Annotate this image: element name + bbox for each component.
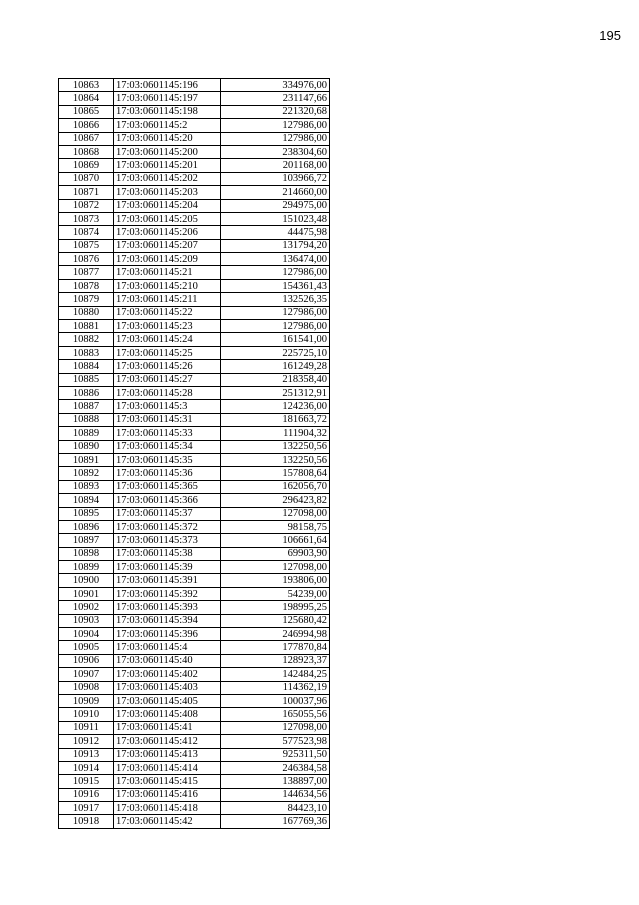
table-row — [59, 306, 330, 319]
cadastral-value-cell: 103966,72 — [221, 172, 330, 185]
cadastral-value-cell: 44475,98 — [221, 226, 330, 239]
table-row — [59, 79, 330, 92]
row-number-cell: 10884 — [59, 360, 114, 373]
table-row — [59, 641, 330, 654]
cadastral-value-cell: 177870,84 — [221, 641, 330, 654]
table-row — [59, 721, 330, 734]
cadastral-number-cell: 17:03:0601145:2 — [114, 119, 221, 132]
row-number-cell: 10871 — [59, 186, 114, 199]
table-row — [59, 761, 330, 774]
cadastral-number-cell: 17:03:0601145:196 — [114, 79, 221, 92]
table-row — [59, 668, 330, 681]
table-row — [59, 159, 330, 172]
cadastral-value-cell: 157808,64 — [221, 467, 330, 480]
cadastral-number-cell: 17:03:0601145:416 — [114, 788, 221, 801]
table-row — [59, 453, 330, 466]
cadastral-number-cell: 17:03:0601145:202 — [114, 172, 221, 185]
cadastral-value-cell: 136474,00 — [221, 253, 330, 266]
row-number-cell: 10905 — [59, 641, 114, 654]
cadastral-value-cell: 127098,00 — [221, 507, 330, 520]
cadastral-value-cell: 181663,72 — [221, 413, 330, 426]
cadastral-number-cell: 17:03:0601145:372 — [114, 520, 221, 533]
cadastral-number-cell: 17:03:0601145:207 — [114, 239, 221, 252]
page-number: 195 — [599, 28, 621, 43]
table-row — [59, 293, 330, 306]
row-number-cell: 10874 — [59, 226, 114, 239]
row-number-cell: 10903 — [59, 614, 114, 627]
table-row — [59, 413, 330, 426]
cadastral-value-cell: 151023,48 — [221, 212, 330, 225]
row-number-cell: 10913 — [59, 748, 114, 761]
cadastral-number-cell: 17:03:0601145:403 — [114, 681, 221, 694]
cadastral-value-cell: 577523,98 — [221, 735, 330, 748]
row-number-cell: 10875 — [59, 239, 114, 252]
row-number-cell: 10895 — [59, 507, 114, 520]
cadastral-number-cell: 17:03:0601145:393 — [114, 601, 221, 614]
cadastral-value-cell: 251312,91 — [221, 386, 330, 399]
table-row — [59, 681, 330, 694]
row-number-cell: 10908 — [59, 681, 114, 694]
cadastral-number-cell: 17:03:0601145:42 — [114, 815, 221, 828]
cadastral-value-cell: 165055,56 — [221, 708, 330, 721]
cadastral-number-cell: 17:03:0601145:22 — [114, 306, 221, 319]
cadastral-number-cell: 17:03:0601145:366 — [114, 494, 221, 507]
cadastral-number-cell: 17:03:0601145:201 — [114, 159, 221, 172]
row-number-cell: 10876 — [59, 253, 114, 266]
table-row — [59, 735, 330, 748]
cadastral-value-table — [58, 78, 330, 829]
cadastral-number-cell: 17:03:0601145:405 — [114, 694, 221, 707]
table-row — [59, 467, 330, 480]
cadastral-value-cell: 214660,00 — [221, 186, 330, 199]
cadastral-value-cell: 231147,66 — [221, 92, 330, 105]
cadastral-number-cell: 17:03:0601145:209 — [114, 253, 221, 266]
table-row — [59, 534, 330, 547]
cadastral-value-cell: 124236,00 — [221, 400, 330, 413]
row-number-cell: 10879 — [59, 293, 114, 306]
row-number-cell: 10892 — [59, 467, 114, 480]
row-number-cell: 10880 — [59, 306, 114, 319]
cadastral-value-cell: 127098,00 — [221, 721, 330, 734]
table-row — [59, 694, 330, 707]
cadastral-number-cell: 17:03:0601145:198 — [114, 105, 221, 118]
row-number-cell: 10863 — [59, 79, 114, 92]
table-row — [59, 614, 330, 627]
table-row — [59, 145, 330, 158]
row-number-cell: 10902 — [59, 601, 114, 614]
cadastral-number-cell: 17:03:0601145:394 — [114, 614, 221, 627]
table-row — [59, 547, 330, 560]
table-row — [59, 360, 330, 373]
cadastral-number-cell: 17:03:0601145:206 — [114, 226, 221, 239]
table-row — [59, 561, 330, 574]
cadastral-value-cell: 142484,25 — [221, 668, 330, 681]
row-number-cell: 10914 — [59, 761, 114, 774]
cadastral-value-cell: 161249,28 — [221, 360, 330, 373]
cadastral-value-cell: 246994,98 — [221, 628, 330, 641]
table-row — [59, 587, 330, 600]
cadastral-number-cell: 17:03:0601145:39 — [114, 561, 221, 574]
table-row — [59, 320, 330, 333]
table-row — [59, 239, 330, 252]
table-row — [59, 775, 330, 788]
cadastral-number-cell: 17:03:0601145:412 — [114, 735, 221, 748]
cadastral-value-cell: 100037,96 — [221, 694, 330, 707]
table-row — [59, 266, 330, 279]
cadastral-number-cell: 17:03:0601145:27 — [114, 373, 221, 386]
cadastral-number-cell: 17:03:0601145:40 — [114, 654, 221, 667]
row-number-cell: 10868 — [59, 145, 114, 158]
cadastral-value-cell: 154361,43 — [221, 279, 330, 292]
cadastral-number-cell: 17:03:0601145:37 — [114, 507, 221, 520]
row-number-cell: 10883 — [59, 346, 114, 359]
cadastral-value-cell: 127986,00 — [221, 306, 330, 319]
cadastral-number-cell: 17:03:0601145:41 — [114, 721, 221, 734]
cadastral-number-cell: 17:03:0601145:373 — [114, 534, 221, 547]
cadastral-value-cell: 98158,75 — [221, 520, 330, 533]
cadastral-number-cell: 17:03:0601145:211 — [114, 293, 221, 306]
cadastral-value-cell: 132526,35 — [221, 293, 330, 306]
cadastral-value-cell: 127986,00 — [221, 119, 330, 132]
cadastral-value-cell: 111904,32 — [221, 427, 330, 440]
cadastral-number-cell: 17:03:0601145:413 — [114, 748, 221, 761]
cadastral-value-cell: 114362,19 — [221, 681, 330, 694]
cadastral-number-cell: 17:03:0601145:25 — [114, 346, 221, 359]
table-row — [59, 654, 330, 667]
row-number-cell: 10910 — [59, 708, 114, 721]
cadastral-number-cell: 17:03:0601145:38 — [114, 547, 221, 560]
table-row — [59, 480, 330, 493]
table-row — [59, 494, 330, 507]
cadastral-value-cell: 162056,70 — [221, 480, 330, 493]
cadastral-number-cell: 17:03:0601145:210 — [114, 279, 221, 292]
cadastral-value-cell: 225725,10 — [221, 346, 330, 359]
cadastral-value-cell: 218358,40 — [221, 373, 330, 386]
table-row — [59, 788, 330, 801]
table-row — [59, 802, 330, 815]
row-number-cell: 10865 — [59, 105, 114, 118]
cadastral-value-cell: 131794,20 — [221, 239, 330, 252]
cadastral-value-cell: 54239,00 — [221, 587, 330, 600]
row-number-cell: 10901 — [59, 587, 114, 600]
row-number-cell: 10912 — [59, 735, 114, 748]
cadastral-number-cell: 17:03:0601145:24 — [114, 333, 221, 346]
row-number-cell: 10864 — [59, 92, 114, 105]
cadastral-number-cell: 17:03:0601145:23 — [114, 320, 221, 333]
cadastral-value-cell: 167769,36 — [221, 815, 330, 828]
row-number-cell: 10887 — [59, 400, 114, 413]
table-row — [59, 628, 330, 641]
cadastral-number-cell: 17:03:0601145:203 — [114, 186, 221, 199]
cadastral-number-cell: 17:03:0601145:3 — [114, 400, 221, 413]
table-row — [59, 172, 330, 185]
row-number-cell: 10877 — [59, 266, 114, 279]
table-row — [59, 199, 330, 212]
row-number-cell: 10891 — [59, 453, 114, 466]
cadastral-value-cell: 132250,56 — [221, 453, 330, 466]
cadastral-number-cell: 17:03:0601145:28 — [114, 386, 221, 399]
table-row — [59, 520, 330, 533]
cadastral-number-cell: 17:03:0601145:408 — [114, 708, 221, 721]
cadastral-value-cell: 925311,50 — [221, 748, 330, 761]
row-number-cell: 10866 — [59, 119, 114, 132]
cadastral-value-cell: 198995,25 — [221, 601, 330, 614]
cadastral-value-cell: 246384,58 — [221, 761, 330, 774]
cadastral-value-cell: 127986,00 — [221, 320, 330, 333]
cadastral-value-cell: 127986,00 — [221, 132, 330, 145]
cadastral-number-cell: 17:03:0601145:34 — [114, 440, 221, 453]
cadastral-number-cell: 17:03:0601145:35 — [114, 453, 221, 466]
cadastral-value-cell: 132250,56 — [221, 440, 330, 453]
row-number-cell: 10915 — [59, 775, 114, 788]
cadastral-number-cell: 17:03:0601145:204 — [114, 199, 221, 212]
cadastral-value-cell: 161541,00 — [221, 333, 330, 346]
row-number-cell: 10898 — [59, 547, 114, 560]
cadastral-value-cell: 128923,37 — [221, 654, 330, 667]
cadastral-number-cell: 17:03:0601145:4 — [114, 641, 221, 654]
row-number-cell: 10907 — [59, 668, 114, 681]
row-number-cell: 10894 — [59, 494, 114, 507]
row-number-cell: 10872 — [59, 199, 114, 212]
table-row — [59, 386, 330, 399]
table-row — [59, 186, 330, 199]
table-row — [59, 748, 330, 761]
row-number-cell: 10881 — [59, 320, 114, 333]
table-row — [59, 574, 330, 587]
cadastral-value-cell: 193806,00 — [221, 574, 330, 587]
row-number-cell: 10899 — [59, 561, 114, 574]
cadastral-number-cell: 17:03:0601145:396 — [114, 628, 221, 641]
cadastral-number-cell: 17:03:0601145:205 — [114, 212, 221, 225]
cadastral-value-cell: 144634,56 — [221, 788, 330, 801]
cadastral-number-cell: 17:03:0601145:365 — [114, 480, 221, 493]
row-number-cell: 10889 — [59, 427, 114, 440]
cadastral-number-cell: 17:03:0601145:418 — [114, 802, 221, 815]
table-row — [59, 400, 330, 413]
cadastral-number-cell: 17:03:0601145:415 — [114, 775, 221, 788]
table-row — [59, 427, 330, 440]
cadastral-number-cell: 17:03:0601145:26 — [114, 360, 221, 373]
table-row — [59, 119, 330, 132]
table-row — [59, 132, 330, 145]
cadastral-number-cell: 17:03:0601145:392 — [114, 587, 221, 600]
row-number-cell: 10916 — [59, 788, 114, 801]
table-row — [59, 373, 330, 386]
cadastral-number-cell: 17:03:0601145:33 — [114, 427, 221, 440]
cadastral-value-cell: 106661,64 — [221, 534, 330, 547]
row-number-cell: 10878 — [59, 279, 114, 292]
row-number-cell: 10897 — [59, 534, 114, 547]
table-row — [59, 333, 330, 346]
table-row — [59, 507, 330, 520]
cadastral-number-cell: 17:03:0601145:391 — [114, 574, 221, 587]
row-number-cell: 10869 — [59, 159, 114, 172]
row-number-cell: 10917 — [59, 802, 114, 815]
table-row — [59, 708, 330, 721]
table-row — [59, 105, 330, 118]
row-number-cell: 10867 — [59, 132, 114, 145]
table-row — [59, 226, 330, 239]
table-row — [59, 212, 330, 225]
cadastral-value-cell: 127986,00 — [221, 266, 330, 279]
row-number-cell: 10870 — [59, 172, 114, 185]
table-body — [59, 79, 330, 829]
row-number-cell: 10886 — [59, 386, 114, 399]
table-row — [59, 346, 330, 359]
cadastral-value-cell: 127098,00 — [221, 561, 330, 574]
cadastral-number-cell: 17:03:0601145:414 — [114, 761, 221, 774]
cadastral-value-cell: 201168,00 — [221, 159, 330, 172]
row-number-cell: 10900 — [59, 574, 114, 587]
cadastral-value-cell: 84423,10 — [221, 802, 330, 815]
cadastral-value-cell: 334976,00 — [221, 79, 330, 92]
table-row — [59, 279, 330, 292]
cadastral-value-cell: 125680,42 — [221, 614, 330, 627]
row-number-cell: 10873 — [59, 212, 114, 225]
row-number-cell: 10911 — [59, 721, 114, 734]
cadastral-value-cell: 294975,00 — [221, 199, 330, 212]
row-number-cell: 10896 — [59, 520, 114, 533]
row-number-cell: 10909 — [59, 694, 114, 707]
cadastral-value-cell: 69903,90 — [221, 547, 330, 560]
table-row — [59, 253, 330, 266]
cadastral-number-cell: 17:03:0601145:31 — [114, 413, 221, 426]
table-row — [59, 601, 330, 614]
row-number-cell: 10904 — [59, 628, 114, 641]
table-row — [59, 815, 330, 828]
cadastral-number-cell: 17:03:0601145:200 — [114, 145, 221, 158]
cadastral-number-cell: 17:03:0601145:36 — [114, 467, 221, 480]
row-number-cell: 10885 — [59, 373, 114, 386]
cadastral-value-cell: 296423,82 — [221, 494, 330, 507]
cadastral-number-cell: 17:03:0601145:21 — [114, 266, 221, 279]
cadastral-value-cell: 138897,00 — [221, 775, 330, 788]
cadastral-number-cell: 17:03:0601145:402 — [114, 668, 221, 681]
cadastral-value-cell: 221320,68 — [221, 105, 330, 118]
table-row — [59, 92, 330, 105]
cadastral-number-cell: 17:03:0601145:20 — [114, 132, 221, 145]
row-number-cell: 10890 — [59, 440, 114, 453]
row-number-cell: 10882 — [59, 333, 114, 346]
row-number-cell: 10918 — [59, 815, 114, 828]
row-number-cell: 10888 — [59, 413, 114, 426]
table-row — [59, 440, 330, 453]
row-number-cell: 10893 — [59, 480, 114, 493]
cadastral-value-cell: 238304,60 — [221, 145, 330, 158]
cadastral-number-cell: 17:03:0601145:197 — [114, 92, 221, 105]
row-number-cell: 10906 — [59, 654, 114, 667]
